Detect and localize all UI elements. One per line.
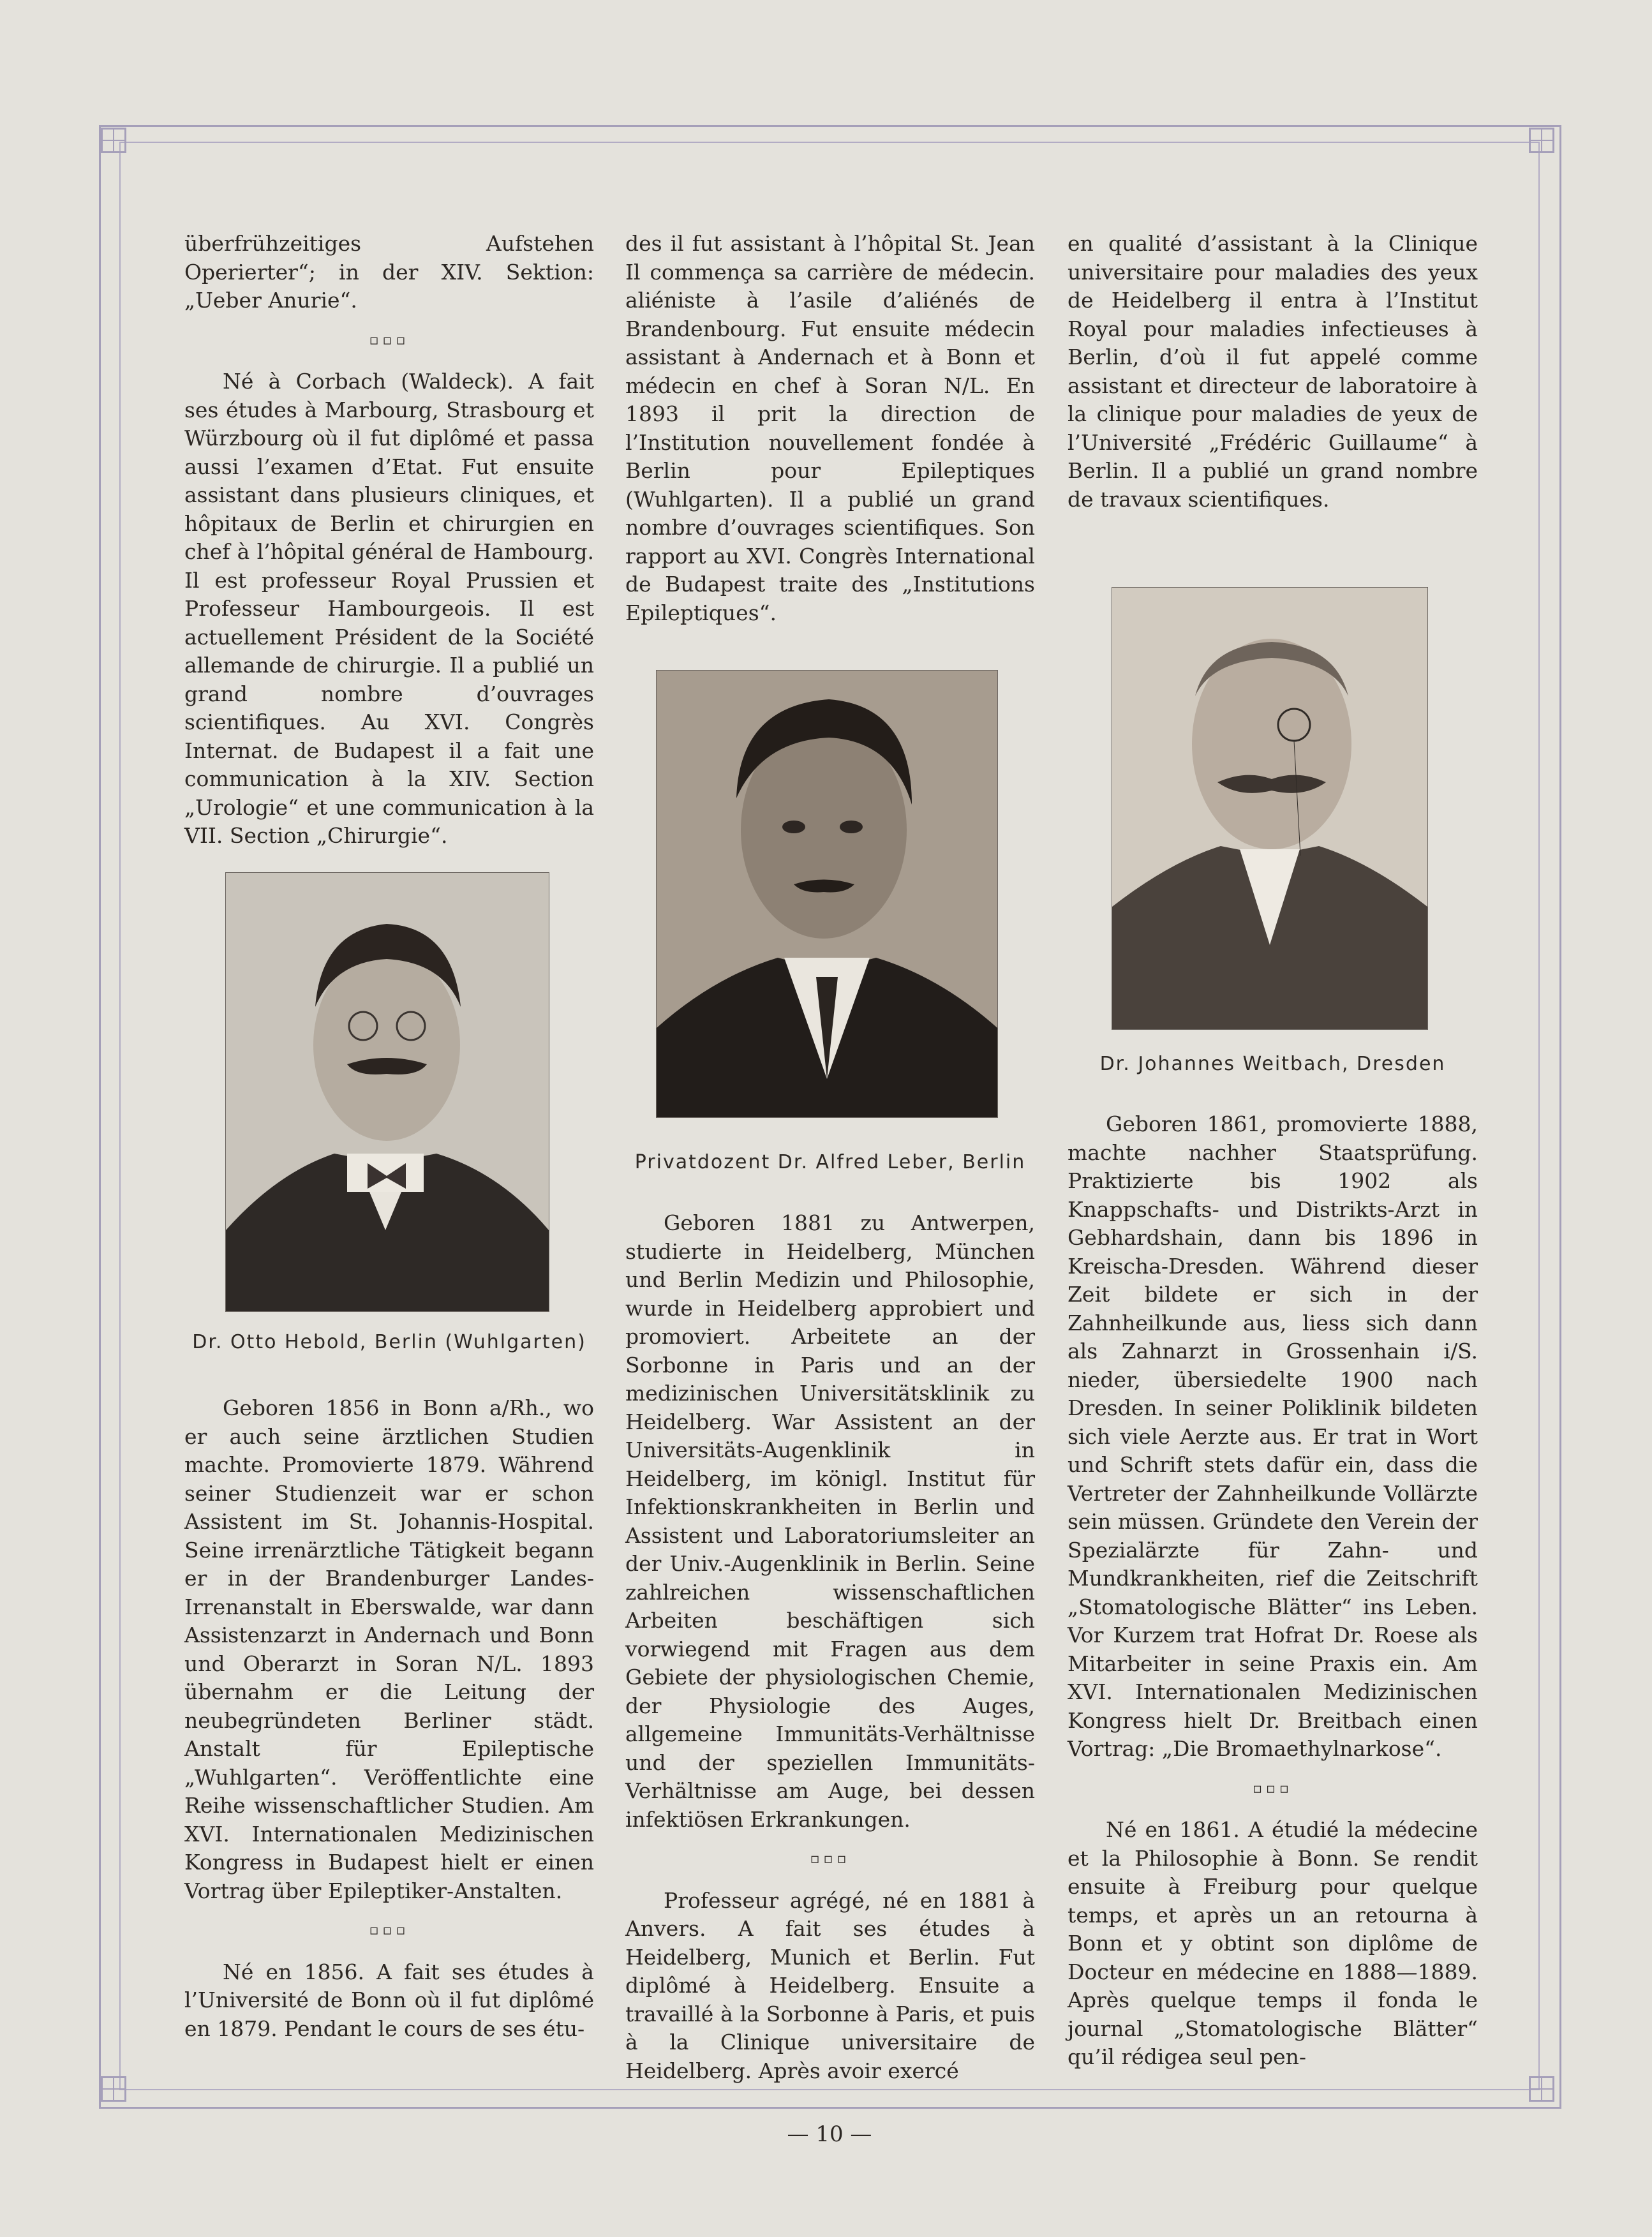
page-number: — 10 — — [787, 2122, 872, 2147]
frame-corner-ornament — [101, 128, 126, 153]
column-2-top-text — [625, 230, 1035, 627]
frame-corner-ornament — [1529, 2076, 1554, 2102]
paragraph: Né à Corbach (Waldeck). A fait ses études à Marbourg, Strasbourg et Würzbourg où il fut diplômé et passa aussi l’examen d’Etat. Fut ensuite assistant dans plusieurs cliniques, et hôpitaux de Berlin et chirurgien en chef à l’hôpital général de Hambourg. Il est professeur Royal Prussien et Professeur Hambourgeois. Il est actuellement Président de la Société allemande de chirurgie. Il a publié un grand nombre d’ouvrages scientifiques. Au XVI. Congrès Internat. de Budapest il a fait une communication à la XIV. Section „Urologie“ et une communication à la VII. Section „Chirurgie“. — [184, 369, 594, 848]
portrait-photo-leber — [656, 670, 998, 1118]
frame-corner-ornament — [101, 2076, 126, 2102]
separator-ornament: ▫▫▫ — [810, 1851, 851, 1867]
portrait-photo-hebold — [225, 872, 549, 1312]
paragraph-french: Né en 1861. A étudié la médecine et la Philosophie à Bonn. Se rendit ensuite à Freiburg pour quelque temps, et après un an retourna à Bonn et y obtint son diplôme de Docteur en médecine en 1888—1889. Après quelque temps il fonda le journal „Stomatologische Blätter“ qu’il rédigea seul pen- — [1068, 1817, 1478, 2069]
separator-ornament: ▫▫▫ — [1253, 1780, 1293, 1797]
separator-ornament: ▫▫▫ — [369, 332, 410, 348]
caption-weitbach: Dr. Johannes Weitbach, Dresden — [1099, 1053, 1446, 1075]
paragraph: überfrühzeitiges Aufstehen Operierter“; in der XIV. Sektion: „Ueber Anurie“. — [184, 231, 594, 313]
column-3-bottom-text — [1068, 1110, 1478, 2072]
column-3-top-text — [1068, 230, 1478, 514]
column-2-bottom-text — [625, 1209, 1035, 2085]
paragraph-german: Geboren 1856 in Bonn a/Rh., wo er auch seine ärztlichen Studien machte. Promovierte 1879. Während seiner Studienzeit war er schon Assistent im St. Johannis-Hospital. Seine irrenärztliche Tätigkeit begann er in der Brandenburger Landes-Irrenanstalt in Eberswalde, war dann Assistenzarzt in Andernach und Bonn und Oberarzt in Soran N/L. 1893 übernahm er die Leitung der neubegründeten Berliner städt. Anstalt für Epileptische „Wuhlgarten“. Veröffentlichte eine Reihe wissenschaftlicher Studien. Am XVI. Internationalen Medizinischen Kongress in Budapest hielt er einen Vortrag über Epileptiker-Anstalten. — [184, 1395, 594, 1903]
column-1-bottom-text — [184, 1394, 594, 2043]
column-1-top-text — [184, 230, 594, 851]
paragraph: en qualité d’assistant à la Clinique universitaire pour maladies des yeux de Heidelberg il entra à l’Institut Royal pour maladies infectieuses à Berlin, d’où il fut appelé comme assistant et directeur de laboratoire à la clinique pour maladies de yeux de l’Université „Frédéric Guillaume“ à Berlin. Il a publié un grand nombre de travaux scientifiques. — [1068, 231, 1478, 512]
separator-ornament: ▫▫▫ — [369, 1922, 410, 1938]
paragraph-french: Professeur agrégé, né en 1881 à Anvers. A fait ses études à Heidelberg, Munich et Berlin. Fut diplômé à Heidelberg. Ensuite a travaillé à la Sorbonne à Paris, et puis à la Clinique universitaire de Heidelberg. Après avoir exercé — [625, 1887, 1035, 2083]
caption-hebold: Dr. Otto Hebold, Berlin (Wuhlgarten) — [192, 1331, 586, 1353]
frame-corner-ornament — [1529, 128, 1554, 153]
paragraph-german: Geboren 1861, promovierte 1888, machte nachher Staatsprüfung. Praktizierte bis 1902 als Knappschafts- und Distrikts-Arzt in Gebhardshain, dann bis 1896 in Kreischa-Dresden. Während dieser Zeit bildete er sich in der Zahnheilkunde aus, liess sich dann als Zahnarzt in Grossenhain i/S. nieder, übersiedelte 1900 nach Dresden. In seiner Poliklinik bildeten sich viele Aerzte aus. Er trat in Wort und Schrift stets dafür ein, dass die Vertreter der Zahnheilkunde Vollärzte sein müssen. Gründete den Verein der Spezialärzte für Zahn- und Mundkrankheiten, rief die Zeitschrift „Stomatologische Blätter“ ins Leben. Vor Kurzem trat Hofrat Dr. Roese als Mitarbeiter in seine Praxis ein. Am XVI. Internationalen Medizinischen Kongress hielt Dr. Breitbach einen Vortrag: „Die Bromaethylnarkose“. — [1068, 1111, 1478, 1761]
paragraph: des il fut assistant à l’hôpital St. Jean Il commença sa carrière de médecin. aliéniste à l’asile d’aliénés de Brandenbourg. Fut ensuite médecin assistant à Andernach et à Bonn et médecin en chef à Soran N/L. En 1893 il prit la direction de l’Institution nouvellement fondée à Berlin pour Epileptiques (Wuhlgarten). Il a publié un grand nombre d’ouvrages scientifiques. Son rapport au XVI. Congrès International de Budapest traite des „Institutions Epileptiques“. — [625, 231, 1035, 625]
paragraph-french: Né en 1856. A fait ses études à l’Université de Bonn où il fut diplômé en 1879. Pendant le cours de ses étu- — [184, 1959, 594, 2041]
portrait-photo-weitbach — [1112, 587, 1428, 1030]
caption-leber: Privatdozent Dr. Alfred Leber, Berlin — [634, 1151, 1026, 1173]
paragraph-german: Geboren 1881 zu Antwerpen, studierte in Heidelberg, München und Berlin Medizin und Philosophie, wurde in Heidelberg approbiert und promoviert. Arbeitete an der Sorbonne in Paris und an der medizinischen Universitätsklinik zu Heidelberg. War Assistent an der Universitäts-Augenklinik in Heidelberg, im königl. Institut für Infektionskrankheiten in Berlin und Assistent und Laboratoriumsleiter an der Univ.-Augenklinik in Berlin. Seine zahlreichen wissenschaftlichen Arbeiten beschäftigen sich vorwiegend mit Fragen aus dem Gebiete der physiologischen Chemie, der Physiologie des Auges, allgemeine Immunitäts-Verhältnisse und der speziellen Immunitäts-Verhältnisse am Auge, bei dessen infektiösen Erkrankungen. — [625, 1210, 1035, 1832]
